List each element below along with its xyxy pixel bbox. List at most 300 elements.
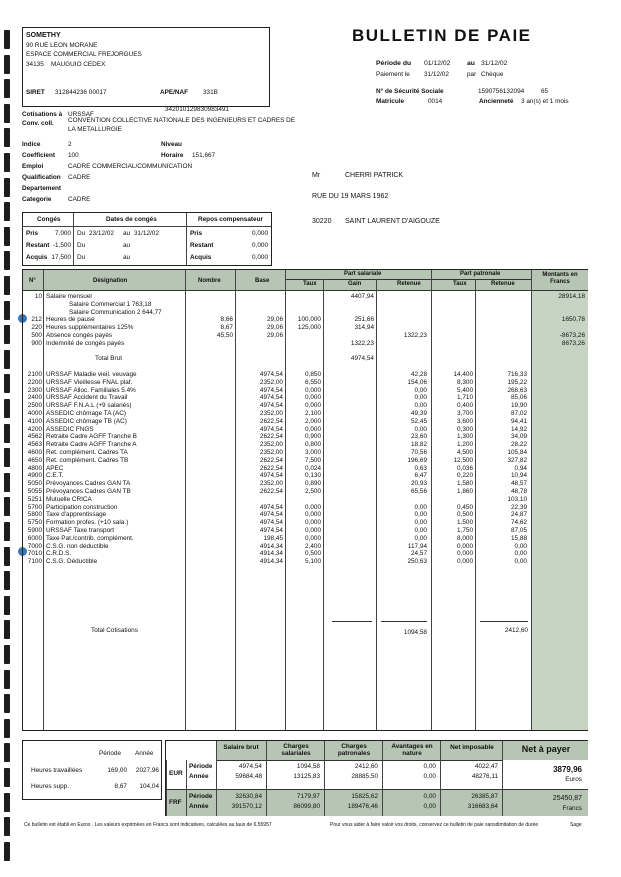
table-cell-num: 5251 [27, 495, 42, 503]
table-cell-base: 4974,54 [259, 519, 283, 527]
table-cell-des: ASSEDIC chômage TB (AC) [46, 417, 127, 425]
table-cell-gain: 314,94 [354, 324, 374, 332]
table-cell-base: 2352,00 [259, 410, 283, 417]
table-cell-num: 2200 [27, 378, 42, 386]
table-cell-num: 4200 [27, 425, 42, 433]
table-cell-des: URSSAF Alloc. Familiales 5.4% [46, 386, 136, 394]
table-cell-pret: 22,39 [511, 503, 527, 511]
col-base: Base [255, 278, 270, 284]
table-cell-taux: 2,500 [305, 488, 321, 495]
table-cell-base: 2352,00 [259, 441, 283, 449]
summary-value: 391570,12 [231, 803, 262, 810]
summary-value: 0,00 [423, 763, 436, 770]
employer-zip: 34135 [26, 61, 44, 68]
table-cell-taux: 0,000 [305, 402, 321, 410]
summary-value: 32630,84 [235, 793, 262, 800]
footer-rights: Pour vous aider à faire valoir vos droits, conservez ce bulletin de paie sansdimitation de durée [330, 822, 539, 828]
summary-value: 7179,97 [296, 793, 320, 800]
urssaf-number: 342010129830983491 [165, 106, 229, 113]
col-taux: Taux [303, 281, 317, 287]
table-cell-pret: 0,94 [514, 464, 527, 472]
table-cell-nombre: 45,50 [217, 332, 233, 339]
employee-civility: Mr [312, 172, 321, 179]
heures-travaillees-annee: 2027,96 [135, 767, 159, 774]
table-cell-num: 2100 [27, 371, 42, 378]
heures-supp-periode: 8,67 [114, 783, 127, 790]
binder-mark [4, 768, 10, 787]
table-cell-ptaux: 0,500 [457, 511, 473, 519]
footer-brand: Sage [570, 822, 582, 828]
table-cell-num: 4563 [27, 441, 42, 449]
table-cell-ret: 0,00 [414, 425, 427, 433]
hours-annee-label: Année [135, 750, 154, 757]
summary-charges-pat-header: Charges patronales [337, 743, 371, 757]
table-cell-ptaux: 4,500 [457, 449, 473, 456]
table-cell-pret: 34,09 [511, 433, 527, 441]
table-cell-ret: 154,06 [407, 378, 427, 386]
col-designation: Désignation [93, 278, 128, 284]
table-cell-ptaux: 0,000 [457, 558, 473, 566]
table-cell-pret: 15,88 [511, 534, 527, 542]
binder-mark [4, 374, 10, 393]
table-cell-taux: 0,130 [305, 472, 321, 480]
table-cell-base: 29,06 [267, 324, 283, 332]
table-cell-num: 212 [31, 316, 42, 324]
frf-label: FRF [169, 799, 182, 806]
binder-mark [4, 276, 10, 295]
table-cell-ptaux: 1,500 [457, 519, 473, 527]
table-cell-base: 2622,54 [259, 456, 283, 464]
repos-acquis-label: Acquis [190, 254, 212, 261]
qualif-label: Qualification [22, 174, 61, 181]
table-cell-base: 29,06 [267, 316, 283, 324]
table-cell-des: C.S.G. Déductible [46, 558, 98, 566]
net-eur-unit: Euros [565, 776, 582, 783]
matricule-value: 0014 [428, 98, 443, 105]
ape-value: 331B [203, 89, 218, 96]
net-a-payer-frf: 25450,87 [552, 795, 582, 802]
coef-label: Coefficient [22, 152, 56, 159]
anciennete-value: 3 an(s) et 1 mois [521, 98, 569, 105]
employee-name: CHERRI PATRICK [345, 172, 404, 179]
net-a-payer-eur: 3879,96 [553, 765, 582, 774]
table-cell-pret: 0,00 [514, 550, 527, 558]
table-cell-pret: 105,84 [507, 449, 527, 456]
table-cell-ptaux: 8,300 [457, 378, 473, 386]
table-cell-pret: 103,10 [507, 495, 527, 503]
table-cell-pret: 87,05 [511, 527, 527, 534]
summary-brut-header: Salaire brut [223, 744, 259, 751]
coef-value: 100 [68, 152, 79, 159]
table-cell-base: 4914,34 [259, 542, 283, 550]
table-cell-base: 4974,54 [259, 425, 283, 433]
table-cell-gain: 4974,54 [350, 355, 374, 363]
table-cell-pret: 87,02 [511, 410, 527, 417]
eur-label: EUR [169, 770, 183, 777]
table-cell-gain: 251,66 [354, 316, 374, 324]
table-cell-ptaux: 1,300 [457, 433, 473, 441]
au-date: 31/12/02 [134, 230, 159, 237]
table-cell-des: Ret. complément. Cadres TA [46, 449, 128, 456]
table-cell-num: 5750 [27, 519, 42, 527]
table-cell-ret: 52,45 [411, 417, 427, 425]
summary-value: 0,00 [423, 773, 436, 780]
ape-label: APE/NAF [160, 89, 189, 96]
secu-label: N° de Sécurité Sociale [376, 88, 444, 95]
frf-annee-label: Année [189, 803, 209, 810]
repos-restant-value: 0,000 [252, 242, 268, 249]
table-cell-taux: 3,000 [305, 449, 321, 456]
table-cell-taux: 0,850 [305, 371, 321, 378]
period-to-label: au [467, 60, 475, 67]
periode-label: Période du [376, 60, 412, 67]
binder-mark [4, 301, 10, 320]
table-cell-des: Absence congés payés [46, 332, 113, 339]
table-cell-ret: 6,47 [414, 472, 427, 480]
table-cell-ptaux: 0,000 [457, 542, 473, 550]
table-cell-des: URSSAF Taxe transport [46, 527, 115, 534]
table-cell-base: 4974,54 [259, 402, 283, 410]
table-cell-base: 4974,54 [259, 386, 283, 394]
siret-value: 312844236 00017 [55, 89, 107, 96]
table-cell-ret: 0,63 [414, 464, 427, 472]
table-cell-taux: 0,000 [305, 386, 321, 394]
table-cell-pret: 48,78 [511, 488, 527, 495]
table-cell-des: Taxe Pat./contrib. complément. [46, 534, 134, 542]
binder-mark [4, 202, 10, 221]
table-cell-des: Retraite Cadre AGFF Tranche A [46, 441, 137, 449]
table-cell-ret: 0,00 [414, 527, 427, 534]
table-cell-nombre: 8,67 [220, 324, 233, 332]
table-cell-ptaux: 3,700 [457, 410, 473, 417]
table-cell-num: 4800 [27, 464, 42, 472]
emploi-value: CADRE COMMERCIAL/COMMUNICATION [68, 163, 193, 170]
table-cell-num: 5700 [27, 503, 42, 511]
binder-mark [4, 350, 10, 369]
table-cell-taux: 0,000 [305, 527, 321, 534]
summary-value: 28885,50 [351, 773, 378, 780]
table-cell-num: 500 [31, 332, 42, 339]
table-cell-base: 2352,00 [259, 480, 283, 488]
summary-value: 59684,48 [235, 773, 262, 780]
summary-value: 189476,46 [347, 803, 378, 810]
binder-mark [4, 743, 10, 762]
net-a-payer-header: Net à payer [521, 744, 571, 754]
table-cell-des: Heures de pause [46, 316, 95, 324]
table-cell-num: 5050 [27, 480, 42, 488]
acquis-value: 17,500 [51, 254, 71, 261]
table-cell-num: 4100 [27, 417, 42, 425]
table-cell-ptaux: 3,600 [457, 417, 473, 425]
table-cell-pret: 716,33 [507, 371, 527, 378]
table-cell-des: Taxe d'apprentissage [46, 511, 107, 519]
table-cell-pret: 0,00 [514, 542, 527, 550]
table-cell-pret: 85,06 [511, 394, 527, 402]
table-cell-des: ASSEDIC chômage TA (AC) [46, 410, 127, 417]
binder-mark [4, 227, 10, 246]
table-cell-ret: 20,93 [411, 480, 427, 488]
table-cell-ptaux: 1,710 [457, 394, 473, 402]
secu-number: 1590756132094 [478, 88, 525, 95]
table-cell-des: ASSEDIC FNGS [46, 425, 94, 433]
table-cell-num: 4600 [27, 449, 42, 456]
table-cell-num: 4650 [27, 456, 42, 464]
summary-avantages-header: Avantages en nature [391, 743, 433, 757]
table-cell-des: Mutuelle CRICA [46, 495, 92, 503]
table-cell-base: 4974,54 [259, 394, 283, 402]
footer-note: Ce bulletin est établi en Euros . Les valeurs exprimées en Francs sont indicatives, calculées au taux de 6,55957 [24, 822, 272, 828]
du-label: Du [77, 230, 86, 237]
table-cell-taux: 0,890 [305, 480, 321, 488]
table-cell-taux: 2,400 [305, 542, 321, 550]
table-cell-ptaux: 14,400 [453, 371, 473, 378]
table-cell-des: Heures supplémentaires 125% [46, 324, 134, 332]
binder-mark [4, 547, 10, 566]
total-retenue: 1094,58 [403, 629, 427, 636]
indice-value: 2 [68, 141, 72, 148]
table-cell-base: 4914,34 [259, 550, 283, 558]
emploi-label: Emploi [22, 163, 44, 170]
pris-value: 7,000 [55, 230, 71, 237]
table-cell-taux: 0,000 [305, 425, 321, 433]
binder-mark [4, 596, 10, 615]
table-cell-num: 6000 [27, 534, 42, 542]
summary-value: 1094,58 [296, 763, 320, 770]
table-cell-taux: 125,000 [297, 324, 321, 332]
horaire-label: Horaire [161, 152, 184, 159]
table-cell-des: Salaire mensuel [46, 293, 92, 300]
anciennete-label: Ancienneté [479, 98, 514, 105]
table-cell-des: Prévoyances Cadres GAN TB [46, 488, 131, 495]
binder-mark [4, 842, 10, 861]
table-cell-des: Ret. complément. Cadres TB [46, 456, 129, 464]
table-cell-base: 4914,34 [259, 558, 283, 566]
table-cell-pret: 48,57 [511, 480, 527, 488]
col-taux-pat: Taux [453, 281, 467, 287]
table-cell-pret: 24,87 [511, 511, 527, 519]
repos-header: Repos compensateur [198, 216, 263, 223]
eur-periode-label: Période [189, 763, 213, 770]
table-cell-ptaux: 5,400 [457, 386, 473, 394]
table-cell-des: Retraite Cadre AGFF Tranche B [46, 433, 137, 441]
dates-conges-header: Dates de congés [106, 216, 157, 223]
table-cell-ret: 1322,23 [403, 332, 427, 339]
binder-mark [4, 178, 10, 197]
binder-mark [4, 399, 10, 418]
table-cell-ptaux: 1,750 [457, 527, 473, 534]
paid-on: 31/12/02 [424, 71, 449, 78]
table-cell-nombre: 8,66 [220, 316, 233, 324]
employer-address2: ESPACE COMMERCIAL FREJORGUES [26, 51, 142, 58]
matricule-label: Matricule [376, 98, 405, 105]
table-cell-ret: 49,39 [411, 410, 427, 417]
table-cell-fr: 28914,18 [558, 293, 585, 300]
conv-line2: LA METALLURGIE [68, 126, 122, 133]
table-cell-num: 900 [31, 339, 42, 347]
table-cell-num: 7010 [27, 550, 42, 558]
table-cell-base: 2622,54 [259, 417, 283, 425]
table-cell-ptaux: 0,220 [457, 472, 473, 480]
col-nombre: Nombre [198, 278, 221, 284]
table-cell-base: 2352,00 [259, 449, 283, 456]
table-cell-ret: 18,82 [411, 441, 427, 449]
binder-mark [4, 620, 10, 639]
du-label: Du [77, 242, 86, 249]
hours-box [22, 740, 162, 800]
paiement-label: Paiement le [376, 71, 410, 78]
table-cell-pret: 327,82 [507, 456, 527, 464]
binder-mark [4, 30, 10, 49]
table-cell-des: C.R.D.S. [46, 550, 72, 558]
binder-mark [4, 424, 10, 443]
au-label: au [123, 242, 131, 249]
table-cell-taux: 100,000 [297, 316, 321, 324]
summary-table [165, 740, 588, 816]
table-cell-des: Prévoyances Cadres GAN TA [46, 480, 131, 488]
table-cell-taux: 0,000 [305, 534, 321, 542]
table-cell-des: Indemnité de congés payés [46, 339, 125, 347]
acquis-label: Acquis [26, 254, 48, 261]
table-cell-ptaux: 0,400 [457, 402, 473, 410]
summary-value: 26385,87 [471, 793, 498, 800]
table-cell-ptaux: 0,036 [457, 464, 473, 472]
summary-value: 4022,47 [474, 763, 498, 770]
table-cell-gain: 1322,23 [350, 339, 374, 347]
au-label: au [123, 230, 131, 237]
table-cell-ret: 250,63 [407, 558, 427, 566]
restant-value: -1,500 [52, 242, 71, 249]
table-cell-ret: 0,00 [414, 394, 427, 402]
table-cell-pret: 94,41 [511, 417, 527, 425]
col-gain: Gain [348, 281, 362, 287]
employer-city: MAUGUIO CEDEX [51, 61, 106, 68]
payslip-table [22, 269, 588, 731]
table-cell-num: 4000 [27, 410, 42, 417]
heures-travaillees-periode: 169,00 [107, 767, 127, 774]
repos-pris-label: Pris [190, 230, 203, 237]
heures-travaillees-label: Heures travaillées [31, 767, 83, 774]
employee-zip: 30220 [312, 218, 332, 225]
summary-value: 316683,64 [467, 803, 498, 810]
table-cell-ret: 0,00 [414, 386, 427, 394]
table-cell-num: 2500 [27, 402, 42, 410]
table-cell-num: 7100 [27, 558, 42, 566]
table-cell-ret: 65,56 [411, 488, 427, 495]
summary-value: 4974,54 [238, 763, 262, 770]
table-cell-taux: 0,000 [305, 519, 321, 527]
table-cell-pret: 19,90 [511, 402, 527, 410]
table-cell-des: URSSAF Accident du Travail [46, 394, 128, 402]
indice-label: Indice [22, 141, 41, 148]
table-cell-taux: 7,500 [305, 456, 321, 464]
table-cell-base: 4974,54 [259, 527, 283, 534]
table-cell-des: APEC [46, 464, 64, 472]
table-cell-ret: 117,94 [407, 542, 427, 550]
table-cell-taux: 2,000 [305, 417, 321, 425]
table-cell-ret: 24,57 [411, 550, 427, 558]
summary-net-imposable-header: Net imposable [450, 744, 494, 751]
binder-mark [4, 694, 10, 713]
horaire-value: 151,667 [192, 152, 216, 159]
table-cell-num: 4900 [27, 472, 42, 480]
table-cell-ptaux: 0,450 [457, 503, 473, 511]
table-cell-taux: 6,550 [305, 378, 321, 386]
payment-method: Chèque [481, 71, 504, 78]
table-cell-num: 5900 [27, 527, 42, 534]
binder-mark [4, 251, 10, 270]
par-label: par [467, 71, 477, 78]
binder-mark [4, 325, 10, 344]
table-cell-num: 4562 [27, 433, 42, 441]
table-cell-taux: 0,000 [305, 394, 321, 402]
table-cell-fr: -8673,26 [559, 332, 585, 339]
summary-charges-sal-header: Charges salariales [281, 743, 311, 757]
binder-mark [4, 473, 10, 492]
col-retenue: Retenue [397, 281, 421, 287]
du-label: Du [77, 254, 86, 261]
conv-label: Conv. coll. [22, 120, 54, 127]
binder-mark [4, 79, 10, 98]
col-num: N° [29, 278, 36, 284]
siret-label: SIRET [26, 89, 45, 96]
table-cell-ret: 42,28 [411, 371, 427, 378]
employer-address1: 90 RUE LEON MORANE [26, 42, 98, 49]
conges-header: Congés [37, 216, 61, 223]
binder-mark [4, 719, 10, 738]
period-to: 31/12/02 [481, 60, 508, 67]
binder-mark [4, 522, 10, 541]
categorie-value: CADRE [68, 196, 91, 203]
table-cell-ptaux: 1,200 [457, 441, 473, 449]
table-cell-taux: 0,900 [305, 433, 321, 441]
table-cell-pret: 28,22 [511, 441, 527, 449]
eur-annee-label: Année [189, 773, 209, 780]
hours-periode-label: Période [99, 750, 122, 757]
dept-label: Departement [22, 185, 62, 192]
repos-pris-value: 0,000 [252, 230, 268, 237]
table-cell-ret: 0,00 [414, 503, 427, 511]
col-montants: Montants en Francs [542, 272, 578, 285]
table-cell-des: C.S.G. non déductible [46, 542, 109, 550]
repos-restant-label: Restant [190, 242, 214, 249]
table-cell-num: 2300 [27, 386, 42, 394]
binder-mark [4, 793, 10, 812]
table-cell-des: Formation profes. (+10 sala.) [46, 519, 129, 527]
table-cell-ret: 0,00 [414, 519, 427, 527]
table-cell-taux: 0,500 [305, 550, 321, 558]
table-cell-des: C.E.T. [46, 472, 64, 480]
conv-line1: CONVENTION COLLECTIVE NATIONALE DES INGENIEURS ET CADRES DE [68, 117, 296, 124]
table-cell-des: URSSAF Vieillesse FNAL plaf. [46, 378, 133, 386]
employee-city: SAINT LAURENT D'AIGOUZE [345, 218, 440, 225]
restant-label: Restant [26, 242, 50, 249]
summary-value: 86099,80 [293, 803, 320, 810]
table-cell-pret: 14,92 [511, 425, 527, 433]
binder-mark [4, 571, 10, 590]
binder-mark [4, 153, 10, 172]
table-cell-base: 2352,00 [259, 378, 283, 386]
period-from: 01/12/02 [424, 60, 451, 67]
au-label: au [123, 254, 131, 261]
binder-mark [4, 55, 10, 74]
summary-value: 15825,62 [351, 793, 378, 800]
table-cell-des: Total Brut [95, 355, 122, 363]
cotisations-value: URSSAF [68, 111, 94, 118]
heures-supp-label: Heures supp. [31, 783, 70, 790]
table-cell-ret: 0,00 [414, 534, 427, 542]
binder-mark [4, 448, 10, 467]
summary-value: 48276,11 [471, 773, 498, 780]
